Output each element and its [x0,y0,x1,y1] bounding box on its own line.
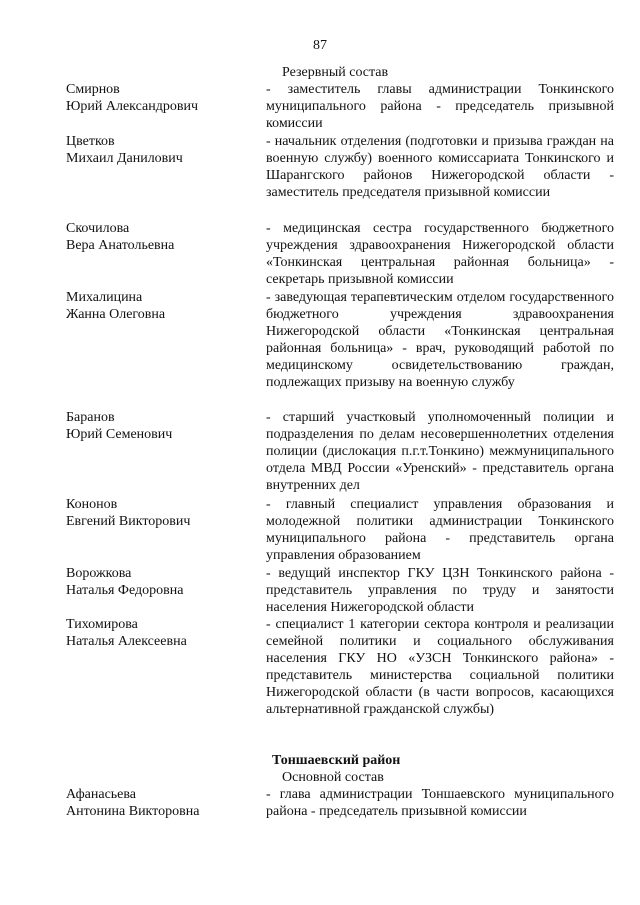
member-given-names: Юрий Александрович [66,99,198,114]
member-name [66,289,256,323]
member-given-names: Наталья Федоровна [66,583,184,598]
member-role: - заведующая терапевтическим отделом государственного бюджетного учреждения здравоохранения Нижегородской области «Тонкинская центральная районная больница» - врач, руководящий работой по медицинскому освидетельствованию граждан, подлежащих призыву на военную службу [266,290,614,390]
member-name [66,409,256,443]
member-surname: Ворожкова [66,566,132,581]
member-name [66,133,256,167]
member-role: - заместитель главы администрации Тонкинского муниципального района - председатель призывной комиссии [266,82,614,131]
member-surname: Тихомирова [66,617,138,632]
member-role: - медицинская сестра государственного бюджетного учреждения здравоохранения Нижегородской области «Тонкинская центральная районная больница» - секретарь призывной комиссии [266,221,614,287]
member-given-names: Евгений Викторович [66,514,191,529]
member-given-names: Михаил Данилович [66,151,183,166]
page-number: 87 [313,38,327,53]
member-surname: Михалицина [66,290,143,305]
member-role: - ведущий инспектор ГКУ ЦЗН Тонкинского района - представитель управления по труду и занятости населения Нижегородской области [266,566,614,615]
section-title-reserve: Резервный состав [282,65,389,80]
member-surname: Афанасьева [66,787,137,802]
member-given-names: Юрий Семенович [66,427,173,442]
member-name [66,496,256,530]
member-surname: Скочилова [66,221,130,236]
member-given-names: Вера Анатольевна [66,238,175,253]
member-name [66,786,256,820]
member-name [66,565,256,599]
section-title-main: Основной состав [282,770,384,785]
member-surname: Баранов [66,410,115,425]
member-role: - старший участковый уполномоченный полиции и подразделения по делам несовершеннолетних отделения полиции (дислокация п.г.т.Тонкино) межмуниципального отдела МВД России «Уренский» - представитель органа внутренних дел [266,410,614,493]
member-given-names: Жанна Олеговна [66,307,166,322]
member-name [66,220,256,254]
member-role: - главный специалист управления образования и молодежной политики администрации Тонкинского муниципального района - представитель органа управления образованием [266,497,614,563]
member-name [66,616,256,650]
member-given-names: Наталья Алексеевна [66,634,187,649]
member-surname: Смирнов [66,82,120,97]
member-role: - начальник отделения (подготовки и призыва граждан на военную службу) военного комиссариата Тонкинского и Шарангского районов Нижегородской области - заместитель председателя призывной комиссии [266,134,614,200]
member-role: - специалист 1 категории сектора контроля и реализации семейной политики и социального обслуживания населения ГКУ НО «УЗСН Тонкинского района» - представитель министерства социальной политики Нижегородской области (в части вопросов, касающихся альтернативной гражданской службы) [266,617,614,717]
district-title: Тоншаевский район [272,753,401,768]
member-name [66,81,256,115]
member-role: - глава администрации Тоншаевского муниципального района - председатель призывной комиссии [266,787,614,819]
member-surname: Цветков [66,134,115,149]
member-surname: Кононов [66,497,118,512]
member-given-names: Антонина Викторовна [66,804,200,819]
